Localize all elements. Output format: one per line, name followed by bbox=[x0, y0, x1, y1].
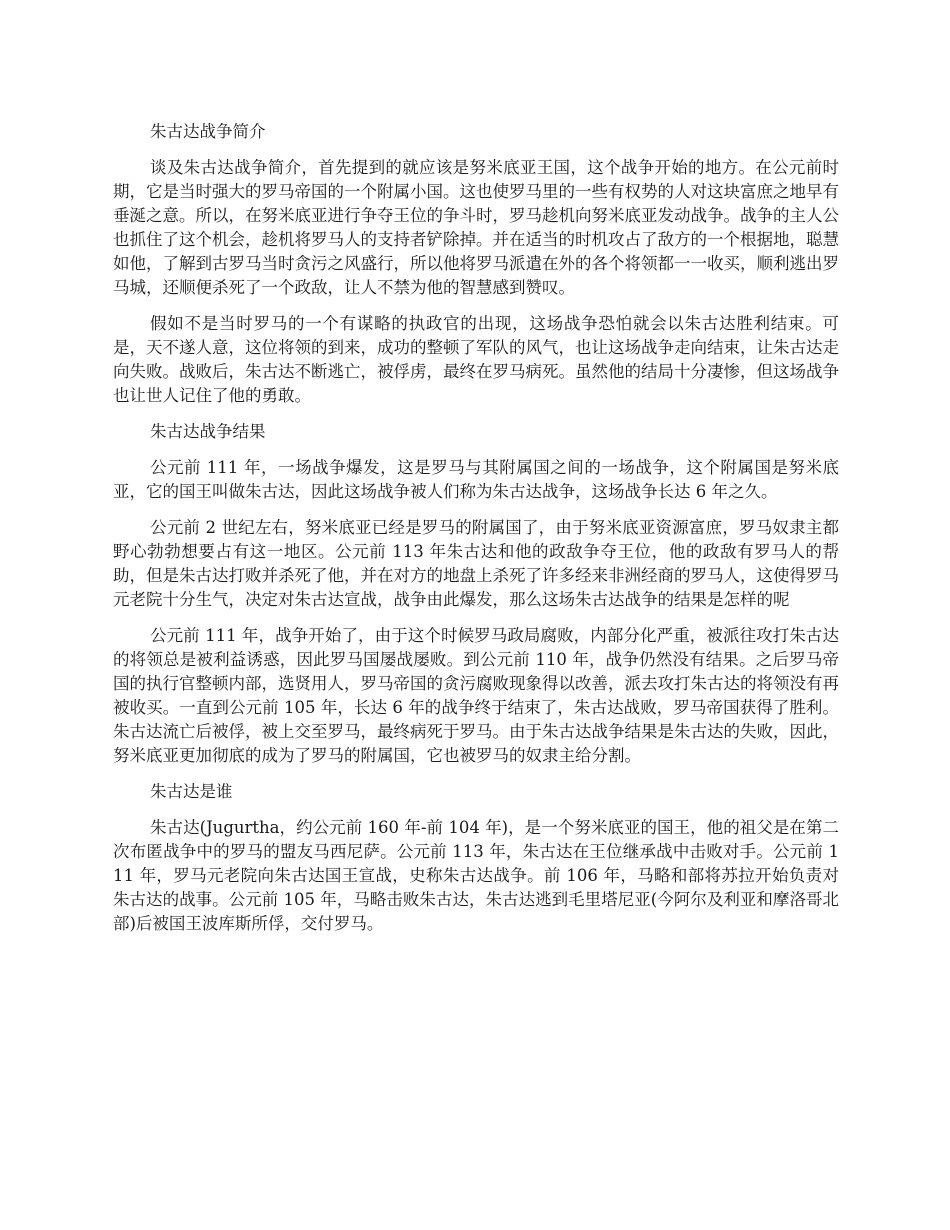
paragraph-who-1: 朱古达(Jugurtha，约公元前 160 年-前 104 年)，是一个努米底亚的国王，他的祖父是在第二次布匿战争中的罗马的盟友马西尼萨。公元前 113 年，朱古达在王位继承战中击败对手。公元前 111 年，罗马元老院向朱古达国王宣战，史称朱古达战争。前 106 年，马略和部将苏拉开始负责对朱古达的战事。公元前 105 年，马略击败朱古达，朱古达逃到毛里塔尼亚(今阿尔及利亚和摩洛哥北部)后被国王波库斯所俘，交付罗马。 bbox=[113, 818, 839, 933]
section-heading-introduction: 朱古达战争简介 bbox=[150, 122, 266, 141]
document-page bbox=[113, 120, 839, 948]
paragraph-result-3: 公元前 111 年，战争开始了，由于这个时候罗马政局腐败，内部分化严重，被派往攻打朱古达的将领总是被利益诱惑，因此罗马国屡战屡败。到公元前 110 年，战争仍然没有结果。之后罗马帝国的执行官整顿内部，选贤用人，罗马帝国的贪污腐败现象得以改善，派去攻打朱古达的将领没有再被收买。一直到公元前 105 年，长达 6 年的战争终于结束了，朱古达战败，罗马帝国获得了胜利。朱古达流亡后被俘，被上交至罗马，最终病死于罗马。由于朱古达战争结果是朱古达的失败，因此，努米底亚更加彻底的成为了罗马的附属国，它也被罗马的奴隶主给分割。 bbox=[113, 626, 839, 765]
section-heading-who: 朱古达是谁 bbox=[150, 782, 233, 801]
paragraph-introduction-2: 假如不是当时罗马的一个有谋略的执政官的出现，这场战争恐怕就会以朱古达胜利结束。可是，天不遂人意，这位将领的到来，成功的整顿了军队的风气，也让这场战争走向结束，让朱古达走向失败。战败后，朱古达不断逃亡，被俘虏，最终在罗马病死。虽然他的结局十分凄惨，但这场战争也让世人记住了他的勇敢。 bbox=[113, 314, 839, 405]
paragraph-result-1: 公元前 111 年，一场战争爆发，这是罗马与其附属国之间的一场战争，这个附属国是努米底亚，它的国王叫做朱古达，因此这场战争被人们称为朱古达战争，这场战争长达 6 年之久。 bbox=[113, 458, 839, 501]
section-heading-result: 朱古达战争结果 bbox=[150, 422, 266, 441]
paragraph-result-2: 公元前 2 世纪左右，努米底亚已经是罗马的附属国了，由于努米底亚资源富庶，罗马奴隶主都野心勃勃想要占有这一地区。公元前 113 年朱古达和他的政敌争夺王位，他的政敌有罗马人的帮助，但是朱古达打败并杀死了他，并在对方的地盘上杀死了许多经来非洲经商的罗马人，这使得罗马元老院十分生气，决定对朱古达宣战，战争由此爆发，那么这场朱古达战争的结果是怎样的呢 bbox=[113, 518, 839, 609]
paragraph-introduction-1: 谈及朱古达战争简介，首先提到的就应该是努米底亚王国，这个战争开始的地方。在公元前时期，它是当时强大的罗马帝国的一个附属小国。这也使罗马里的一些有权势的人对这块富庶之地早有垂涎之意。所以，在努米底亚进行争夺王位的争斗时，罗马趁机向努米底亚发动战争。战争的主人公也抓住了这个机会，趁机将罗马人的支持者铲除掉。并在适当的时机攻占了敌方的一个根据地，聪慧如他，了解到古罗马当时贪污之风盛行，所以他将罗马派遣在外的各个将领都一一收买，顺利逃出罗马城，还顺便杀死了一个政敌，让人不禁为他的智慧感到赞叹。 bbox=[113, 158, 839, 297]
